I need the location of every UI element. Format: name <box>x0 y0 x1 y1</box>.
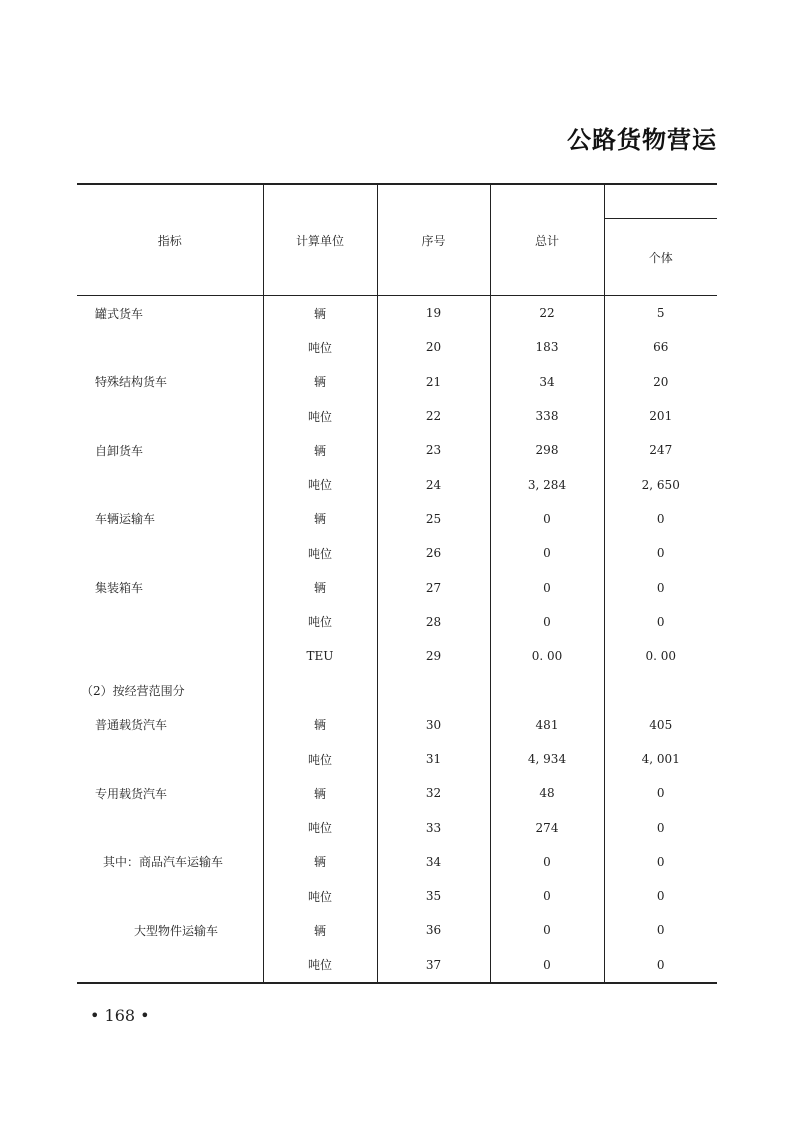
row-individual: 4, 001 <box>641 752 680 766</box>
row-individual: 247 <box>649 443 673 458</box>
row-label: 自卸货车 <box>77 433 263 467</box>
row-unit: TEU <box>263 639 377 673</box>
table-row <box>77 605 717 639</box>
row-seq: 31 <box>377 742 490 776</box>
row-individual: 0. 00 <box>645 649 677 664</box>
row-unit: 吨位 <box>263 879 377 913</box>
row-unit: 吨位 <box>263 467 377 501</box>
row-seq: 26 <box>377 536 490 570</box>
table-row <box>77 399 717 433</box>
row-unit <box>263 673 377 707</box>
header-unit: 计算单位 <box>263 184 377 296</box>
row-unit: 辆 <box>263 570 377 604</box>
row-label <box>77 879 263 913</box>
row-label <box>77 605 263 639</box>
row-individual: 0 <box>656 786 665 801</box>
row-seq: 34 <box>377 845 490 879</box>
row-seq: 24 <box>377 467 490 501</box>
table-row <box>77 845 717 879</box>
row-total: 22 <box>490 296 604 331</box>
table-row <box>77 810 717 844</box>
row-label <box>77 467 263 501</box>
table-row <box>77 570 717 604</box>
row-total: 298 <box>490 433 604 467</box>
row-individual: 0 <box>656 820 665 835</box>
table-row <box>77 742 717 776</box>
row-label: 其中：商品汽车运输车 <box>77 845 263 879</box>
row-unit: 吨位 <box>263 742 377 776</box>
row-total: 0 <box>490 605 604 639</box>
row-label: （2）按经营范围分 <box>77 673 263 707</box>
row-label: 普通载货汽车 <box>77 708 263 742</box>
row-individual: 20 <box>653 374 669 389</box>
row-total: 0. 00 <box>490 639 604 673</box>
row-seq: 32 <box>377 776 490 810</box>
row-unit: 辆 <box>263 913 377 947</box>
row-unit: 吨位 <box>263 536 377 570</box>
header-individual: 个体 <box>604 219 717 296</box>
row-individual: 0 <box>656 614 665 629</box>
row-unit: 吨位 <box>263 810 377 844</box>
row-unit: 辆 <box>263 845 377 879</box>
row-label: 专用载货汽车 <box>77 776 263 810</box>
table-row <box>77 365 717 399</box>
row-label <box>77 330 263 364</box>
row-label: 大型物件运输车 <box>77 913 263 947</box>
row-total: 0 <box>490 570 604 604</box>
table-row <box>77 879 717 913</box>
row-unit: 吨位 <box>263 605 377 639</box>
row-unit: 辆 <box>263 708 377 742</box>
row-seq: 29 <box>377 639 490 673</box>
row-total: 0 <box>490 913 604 947</box>
row-total: 0 <box>490 502 604 536</box>
row-total: 0 <box>490 948 604 983</box>
row-unit: 辆 <box>263 296 377 331</box>
row-total: 3, 284 <box>490 467 604 501</box>
row-seq: 25 <box>377 502 490 536</box>
row-unit: 辆 <box>263 433 377 467</box>
row-label <box>77 639 263 673</box>
row-unit: 辆 <box>263 365 377 399</box>
row-seq: 23 <box>377 433 490 467</box>
row-individual: 405 <box>649 717 673 732</box>
row-seq: 22 <box>377 399 490 433</box>
row-total: 274 <box>490 810 604 844</box>
row-unit: 辆 <box>263 776 377 810</box>
row-label: 特殊结构货车 <box>77 365 263 399</box>
row-label: 车辆运输车 <box>77 502 263 536</box>
row-total: 338 <box>490 399 604 433</box>
row-seq <box>377 673 490 707</box>
row-total: 183 <box>490 330 604 364</box>
table-row <box>77 708 717 742</box>
row-label <box>77 399 263 433</box>
row-total: 0 <box>490 879 604 913</box>
table-row <box>77 776 717 810</box>
table-row <box>77 330 717 364</box>
row-seq: 35 <box>377 879 490 913</box>
row-seq: 37 <box>377 948 490 983</box>
table-row <box>77 948 717 983</box>
row-label <box>77 948 263 983</box>
row-individual: 0 <box>656 854 665 869</box>
row-total: 481 <box>490 708 604 742</box>
row-individual: 0 <box>656 580 665 595</box>
header-seq: 序号 <box>377 184 490 296</box>
row-individual: 0 <box>656 923 665 938</box>
row-unit: 辆 <box>263 502 377 536</box>
row-seq: 19 <box>377 296 490 331</box>
row-individual: 66 <box>653 340 669 355</box>
header-group <box>604 184 717 219</box>
row-label: 集装箱车 <box>77 570 263 604</box>
row-total: 0 <box>490 536 604 570</box>
row-unit: 吨位 <box>263 399 377 433</box>
table-row <box>77 502 717 536</box>
table-row <box>77 296 717 331</box>
table-row <box>77 433 717 467</box>
row-individual <box>604 673 717 707</box>
table-row <box>77 673 717 707</box>
row-individual: 201 <box>649 409 673 424</box>
header-indicator: 指标 <box>77 184 263 296</box>
row-total: 48 <box>490 776 604 810</box>
row-seq: 30 <box>377 708 490 742</box>
table-row <box>77 467 717 501</box>
row-individual: 5 <box>656 306 665 321</box>
table-row <box>77 913 717 947</box>
row-seq: 36 <box>377 913 490 947</box>
page-title: 公路货物营运 <box>567 125 717 154</box>
row-total: 4, 934 <box>490 742 604 776</box>
row-total: 0 <box>490 845 604 879</box>
row-unit: 吨位 <box>263 948 377 983</box>
row-unit: 吨位 <box>263 330 377 364</box>
row-seq: 20 <box>377 330 490 364</box>
row-individual: 0 <box>656 511 665 526</box>
row-label <box>77 810 263 844</box>
row-individual: 0 <box>604 948 717 983</box>
page-number: • 168 • <box>90 1006 150 1025</box>
row-seq: 21 <box>377 365 490 399</box>
statistics-table <box>77 183 717 984</box>
row-seq: 33 <box>377 810 490 844</box>
row-individual: 0 <box>656 889 665 904</box>
table-row <box>77 639 717 673</box>
row-individual: 0 <box>656 546 665 561</box>
row-label: 罐式货车 <box>77 296 263 331</box>
header-total: 总计 <box>490 184 604 296</box>
row-total <box>490 673 604 707</box>
row-total: 34 <box>490 365 604 399</box>
row-label <box>77 742 263 776</box>
row-seq: 27 <box>377 570 490 604</box>
row-label <box>77 536 263 570</box>
row-individual: 2, 650 <box>641 477 680 492</box>
table-row <box>77 536 717 570</box>
row-seq: 28 <box>377 605 490 639</box>
